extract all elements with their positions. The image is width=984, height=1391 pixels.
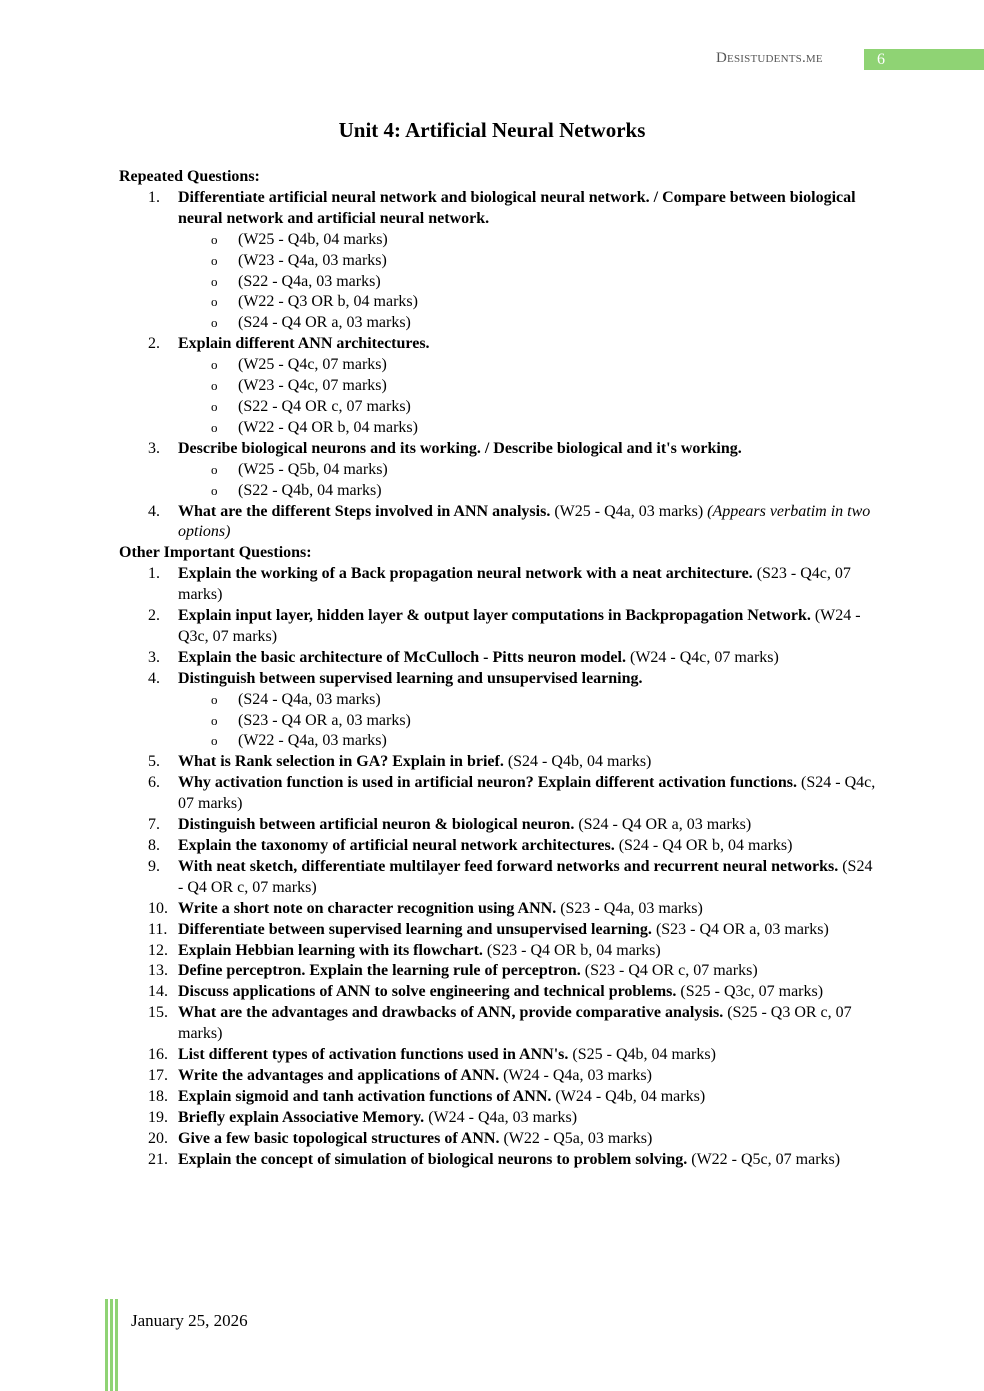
header-page-number: 6 bbox=[864, 49, 984, 70]
sub-reference-text: (S24 - Q4 OR a, 03 marks) bbox=[238, 314, 411, 332]
question-item bbox=[119, 1003, 879, 1045]
question-body bbox=[178, 334, 879, 355]
question-text: With neat sketch, differentiate multilayer feed forward networks and recurrent neural networks. bbox=[178, 857, 839, 875]
document-body bbox=[119, 167, 879, 1171]
question-note: (Appears verbatim in two options) bbox=[178, 502, 871, 541]
question-body bbox=[178, 648, 879, 669]
circle-bullet-icon: o bbox=[211, 733, 218, 749]
question-item bbox=[119, 188, 879, 230]
footer-decorative-bars bbox=[105, 1299, 119, 1391]
question-reference: (S24 - Q4b, 04 marks) bbox=[507, 753, 652, 771]
question-body bbox=[178, 941, 879, 962]
question-body bbox=[178, 1045, 879, 1066]
sub-reference-text: (S24 - Q4a, 03 marks) bbox=[238, 690, 381, 708]
other-questions-heading: Other Important Questions: bbox=[119, 544, 312, 562]
question-reference: (W25 - Q4a, 03 marks) bbox=[554, 502, 704, 520]
question-reference: (W24 - Q4c, 07 marks) bbox=[629, 648, 779, 666]
question-number: 1. bbox=[148, 565, 160, 583]
question-item bbox=[119, 815, 879, 836]
question-body bbox=[178, 920, 879, 941]
question-body bbox=[178, 1108, 879, 1129]
question-reference: (S23 - Q4 OR a, 03 marks) bbox=[655, 920, 829, 938]
question-item bbox=[119, 899, 879, 920]
question-text: Differentiate between supervised learning and unsupervised learning. bbox=[178, 920, 652, 938]
question-body bbox=[178, 606, 879, 648]
question-number: 2. bbox=[148, 607, 160, 625]
sub-reference-item bbox=[119, 376, 879, 397]
question-reference: (W24 - Q4b, 04 marks) bbox=[555, 1087, 706, 1105]
question-item bbox=[119, 982, 879, 1003]
question-item bbox=[119, 1108, 879, 1129]
question-reference: (W24 - Q4a, 03 marks) bbox=[503, 1066, 652, 1084]
question-item bbox=[119, 1045, 879, 1066]
question-number: 9. bbox=[148, 857, 160, 875]
circle-bullet-icon: o bbox=[211, 712, 218, 728]
question-reference: (S23 - Q4a, 03 marks) bbox=[560, 899, 703, 917]
question-reference: (S25 - Q3c, 07 marks) bbox=[680, 983, 824, 1001]
circle-bullet-icon: o bbox=[211, 315, 218, 331]
question-item bbox=[119, 669, 879, 690]
question-reference: (S24 - Q4 OR a, 03 marks) bbox=[578, 816, 752, 834]
question-reference: (W24 - Q4a, 03 marks) bbox=[428, 1108, 578, 1126]
question-text: Explain the basic architecture of McCulloch - Pitts neuron model. bbox=[178, 648, 626, 666]
question-text: Briefly explain Associative Memory. bbox=[178, 1108, 425, 1126]
question-reference: (S25 - Q4b, 04 marks) bbox=[572, 1046, 716, 1064]
sub-reference-text: (W25 - Q5b, 04 marks) bbox=[238, 460, 388, 478]
question-item bbox=[119, 439, 879, 460]
question-reference: (S25 - Q3 OR c, 07 marks) bbox=[178, 1004, 852, 1043]
question-number: 20. bbox=[148, 1129, 168, 1147]
question-number: 19. bbox=[148, 1108, 168, 1126]
question-number: 18. bbox=[148, 1087, 168, 1105]
circle-bullet-icon: o bbox=[211, 482, 218, 498]
question-body bbox=[178, 1003, 879, 1045]
circle-bullet-icon: o bbox=[211, 294, 218, 310]
question-text: Explain different ANN architectures. bbox=[178, 335, 430, 353]
question-text: What is Rank selection in GA? Explain in brief. bbox=[178, 753, 504, 771]
question-item bbox=[119, 773, 879, 815]
question-body bbox=[178, 836, 879, 857]
sub-reference-text: (S22 - Q4 OR c, 07 marks) bbox=[238, 397, 411, 415]
sub-reference-text: (W22 - Q4 OR b, 04 marks) bbox=[238, 418, 418, 436]
circle-bullet-icon: o bbox=[211, 419, 218, 435]
question-item bbox=[119, 606, 879, 648]
sub-reference-item bbox=[119, 313, 879, 334]
circle-bullet-icon: o bbox=[211, 231, 218, 247]
question-body bbox=[178, 502, 879, 544]
sub-reference-item bbox=[119, 731, 879, 752]
question-text: Explain Hebbian learning with its flowchart. bbox=[178, 941, 483, 959]
sub-reference-item bbox=[119, 481, 879, 502]
question-body bbox=[178, 857, 879, 899]
question-body bbox=[178, 961, 879, 982]
question-text: Write the advantages and applications of ANN. bbox=[178, 1066, 500, 1084]
question-text: Why activation function is used in artificial neuron? Explain different activation functions. bbox=[178, 774, 798, 792]
circle-bullet-icon: o bbox=[211, 273, 218, 289]
question-item bbox=[119, 1129, 879, 1150]
question-body bbox=[178, 773, 879, 815]
question-text: Explain sigmoid and tanh activation functions of ANN. bbox=[178, 1087, 552, 1105]
question-body bbox=[178, 669, 879, 690]
question-number: 10. bbox=[148, 899, 168, 917]
repeated-questions-heading: Repeated Questions: bbox=[119, 168, 260, 185]
question-body bbox=[178, 1150, 879, 1171]
sub-reference-text: (W22 - Q4a, 03 marks) bbox=[238, 732, 387, 750]
question-text: Write a short note on character recognition using ANN. bbox=[178, 899, 557, 917]
question-body bbox=[178, 982, 879, 1003]
question-reference: (S24 - Q4 OR c, 07 marks) bbox=[178, 857, 873, 896]
question-body bbox=[178, 439, 879, 460]
question-item bbox=[119, 648, 879, 669]
sub-reference-text: (S22 - Q4a, 03 marks) bbox=[238, 272, 381, 290]
question-number: 2. bbox=[148, 335, 160, 353]
question-body bbox=[178, 815, 879, 836]
question-text: List different types of activation functions used in ANN's. bbox=[178, 1046, 569, 1064]
question-reference: (W24 - Q3c, 07 marks) bbox=[178, 607, 861, 645]
question-body bbox=[178, 1066, 879, 1087]
question-text: Define perceptron. Explain the learning rule of perceptron. bbox=[178, 962, 581, 980]
sub-reference-item bbox=[119, 397, 879, 418]
question-number: 16. bbox=[148, 1046, 168, 1064]
question-text: Explain the concept of simulation of biological neurons to problem solving. bbox=[178, 1150, 688, 1168]
question-text: What are the advantages and drawbacks of ANN, provide comparative analysis. bbox=[178, 1004, 724, 1022]
sub-reference-item bbox=[119, 251, 879, 272]
other-questions-list bbox=[119, 564, 879, 1170]
question-body bbox=[178, 899, 879, 920]
sub-reference-item bbox=[119, 292, 879, 313]
question-number: 17. bbox=[148, 1066, 168, 1084]
question-text: Give a few basic topological structures of ANN. bbox=[178, 1129, 500, 1147]
question-number: 4. bbox=[148, 502, 160, 520]
sub-reference-text: (W25 - Q4b, 04 marks) bbox=[238, 230, 388, 248]
question-item bbox=[119, 334, 879, 355]
question-text: Explain input layer, hidden layer & output layer computations in Backpropagation Network. bbox=[178, 607, 811, 625]
question-text: Describe biological neurons and its working. / Describe biological and it's working. bbox=[178, 439, 742, 457]
question-reference: (S24 - Q4 OR b, 04 marks) bbox=[618, 837, 793, 854]
question-number: 3. bbox=[148, 439, 160, 457]
page-title: Unit 4: Artificial Neural Networks bbox=[338, 118, 646, 142]
repeated-questions-list bbox=[119, 188, 879, 543]
question-body bbox=[178, 752, 879, 773]
sub-reference-text: (W22 - Q3 OR b, 04 marks) bbox=[238, 293, 418, 311]
question-reference: (S23 - Q4 OR b, 04 marks) bbox=[486, 941, 661, 959]
question-number: 14. bbox=[148, 983, 168, 1001]
question-reference: (S23 - Q4c, 07 marks) bbox=[178, 565, 851, 604]
sub-reference-item bbox=[119, 272, 879, 293]
question-number: 8. bbox=[148, 837, 160, 854]
sub-reference-text: (S23 - Q4 OR a, 03 marks) bbox=[238, 711, 411, 729]
circle-bullet-icon: o bbox=[211, 357, 218, 373]
question-text: Differentiate artificial neural network and biological neural network. / Compare between biological neural network and artificial neural network. bbox=[178, 188, 856, 227]
question-reference: (S23 - Q4 OR c, 07 marks) bbox=[584, 962, 758, 980]
question-number: 3. bbox=[148, 648, 160, 666]
question-number: 7. bbox=[148, 816, 160, 834]
question-number: 21. bbox=[148, 1150, 168, 1168]
question-item bbox=[119, 941, 879, 962]
question-text: Discuss applications of ANN to solve engineering and technical problems. bbox=[178, 983, 677, 1001]
circle-bullet-icon: o bbox=[211, 378, 218, 394]
question-number: 6. bbox=[148, 774, 160, 792]
question-body bbox=[178, 188, 879, 230]
question-item bbox=[119, 857, 879, 899]
question-text: Distinguish between artificial neuron & biological neuron. bbox=[178, 816, 575, 834]
question-text: Explain the taxonomy of artificial neural network architectures. bbox=[178, 837, 615, 854]
circle-bullet-icon: o bbox=[211, 252, 218, 268]
sub-reference-text: (S22 - Q4b, 04 marks) bbox=[238, 481, 382, 499]
sub-reference-item bbox=[119, 230, 879, 251]
question-item bbox=[119, 961, 879, 982]
question-reference: (S24 - Q4c, 07 marks) bbox=[178, 774, 876, 813]
circle-bullet-icon: o bbox=[211, 398, 218, 414]
question-item bbox=[119, 1066, 879, 1087]
sub-reference-item bbox=[119, 418, 879, 439]
sub-reference-text: (W23 - Q4c, 07 marks) bbox=[238, 377, 387, 395]
footer-date: January 25, 2026 bbox=[131, 1311, 248, 1330]
sub-reference-text: (W23 - Q4a, 03 marks) bbox=[238, 251, 387, 269]
question-item bbox=[119, 836, 879, 857]
question-body bbox=[178, 564, 879, 606]
question-item bbox=[119, 1087, 879, 1108]
question-number: 4. bbox=[148, 669, 160, 687]
question-number: 13. bbox=[148, 962, 168, 980]
question-item bbox=[119, 920, 879, 941]
question-item bbox=[119, 564, 879, 606]
question-number: 5. bbox=[148, 753, 160, 771]
question-reference: (W22 - Q5a, 03 marks) bbox=[503, 1129, 653, 1147]
question-item bbox=[119, 502, 879, 544]
question-reference: (W22 - Q5c, 07 marks) bbox=[691, 1150, 841, 1168]
question-text: Distinguish between supervised learning and unsupervised learning. bbox=[178, 669, 643, 687]
circle-bullet-icon: o bbox=[211, 691, 218, 707]
question-number: 12. bbox=[148, 941, 168, 959]
sub-reference-item bbox=[119, 690, 879, 711]
question-text: What are the different Steps involved in ANN analysis. bbox=[178, 502, 551, 520]
question-text: Explain the working of a Back propagation neural network with a neat architecture. bbox=[178, 565, 753, 583]
sub-reference-text: (W25 - Q4c, 07 marks) bbox=[238, 356, 387, 374]
circle-bullet-icon: o bbox=[211, 461, 218, 477]
question-item bbox=[119, 752, 879, 773]
question-number: 15. bbox=[148, 1004, 168, 1022]
question-number: 11. bbox=[148, 920, 168, 938]
question-body bbox=[178, 1087, 879, 1108]
question-number: 1. bbox=[148, 188, 160, 206]
question-item bbox=[119, 1150, 879, 1171]
sub-reference-item bbox=[119, 460, 879, 481]
sub-reference-item bbox=[119, 711, 879, 732]
question-body bbox=[178, 1129, 879, 1150]
sub-reference-item bbox=[119, 355, 879, 376]
header-site-name: Desistudents.me bbox=[716, 50, 823, 66]
